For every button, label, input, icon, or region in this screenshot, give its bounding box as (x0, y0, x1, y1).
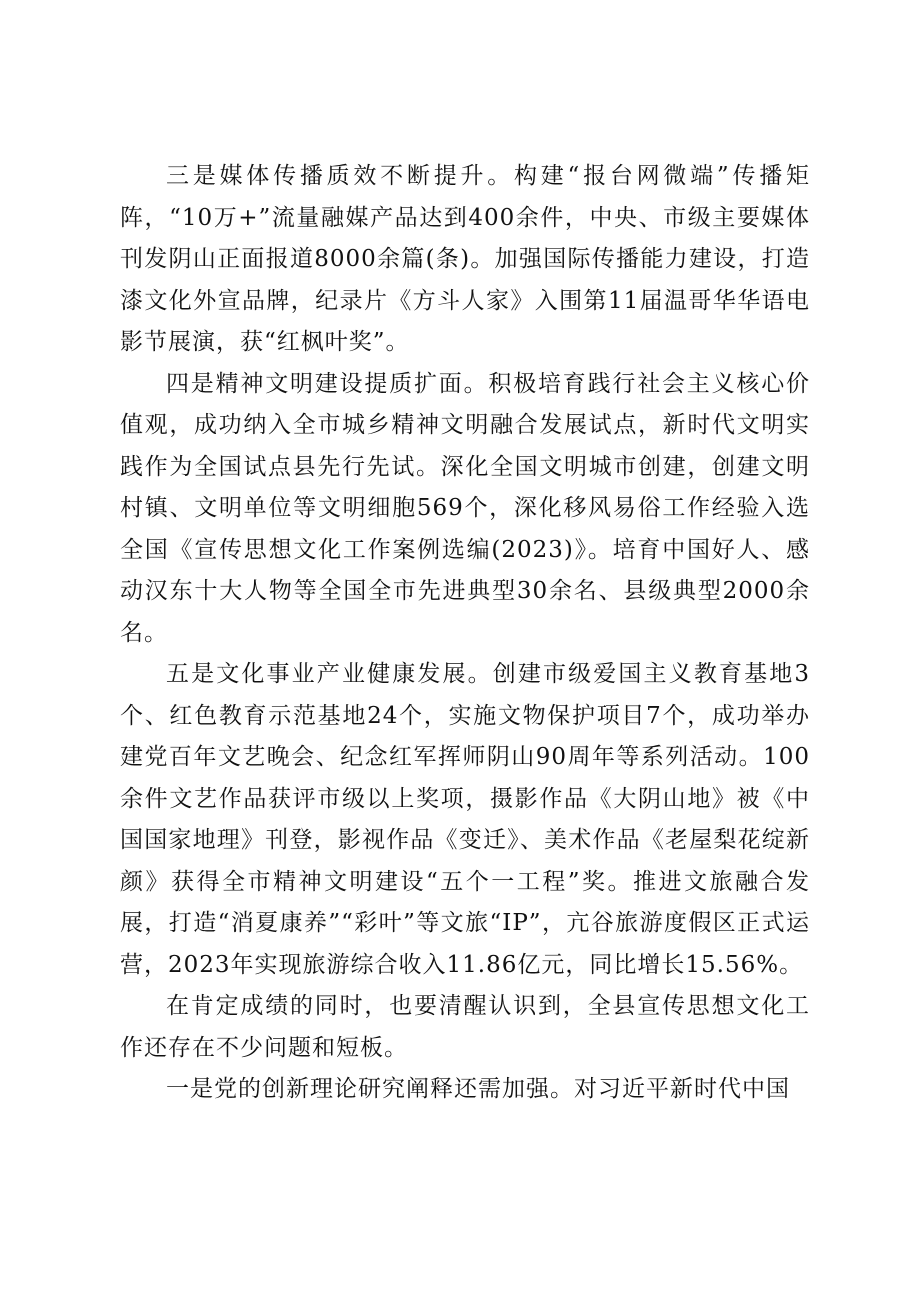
paragraph-culture: 五是文化事业产业健康发展。创建市级爱国主义教育基地3个、红色教育示范基地24个，实施文物保护项目7个，成功举办建党百年文艺晚会、纪念红军挥师阴山90周年等系列活动。100余件文艺作品获评市级以上奖项，摄影作品《大阴山地》被《中国国家地理》刊登，影视作品《变迁》、美术作品《老屋梨花绽新颜》获得全市精神文明建设“五个一工程”奖。推进文旅融合发展，打造“消夏康养”“彩叶”等文旅“IP”，亢谷旅游度假区正式运营，2023年实现旅游综合收入11.86亿元，同比增长15.56%。 (120, 661, 810, 978)
paragraph-theory: 一是党的创新理论研究阐释还需加强。对习近平新时代中国 (166, 1076, 790, 1102)
body-text (120, 156, 810, 1111)
paragraph-civilization: 四是精神文明建设提质扩面。积极培育践行社会主义核心价值观，成功纳入全市城乡精神文明融合发展试点，新时代文明实践作为全国试点县先行先试。深化全国文明城市创建，创建文明村镇、文明单位等文明细胞569个，深化移风易俗工作经验入选全国《宣传思想文化工作案例选编(2023)》。培育中国好人、感动汉东十大人物等全国全市先进典型30余名、县级典型2000余名。 (120, 370, 810, 646)
paragraph-problems-intro: 在肯定成绩的同时，也要清醒认识到，全县宣传思想文化工作还存在不少问题和短板。 (120, 993, 810, 1061)
paragraph-media: 三是媒体传播质效不断提升。构建“报台网微端”传播矩阵，“10万+”流量融媒产品达到400余件，中央、市级主要媒体刊发阴山正面报道8000余篇(条)。加强国际传播能力建设，打造漆文化外宣品牌，纪录片《方斗人家》入围第11届温哥华华语电影节展演，获“红枫叶奖”。 (120, 163, 810, 355)
